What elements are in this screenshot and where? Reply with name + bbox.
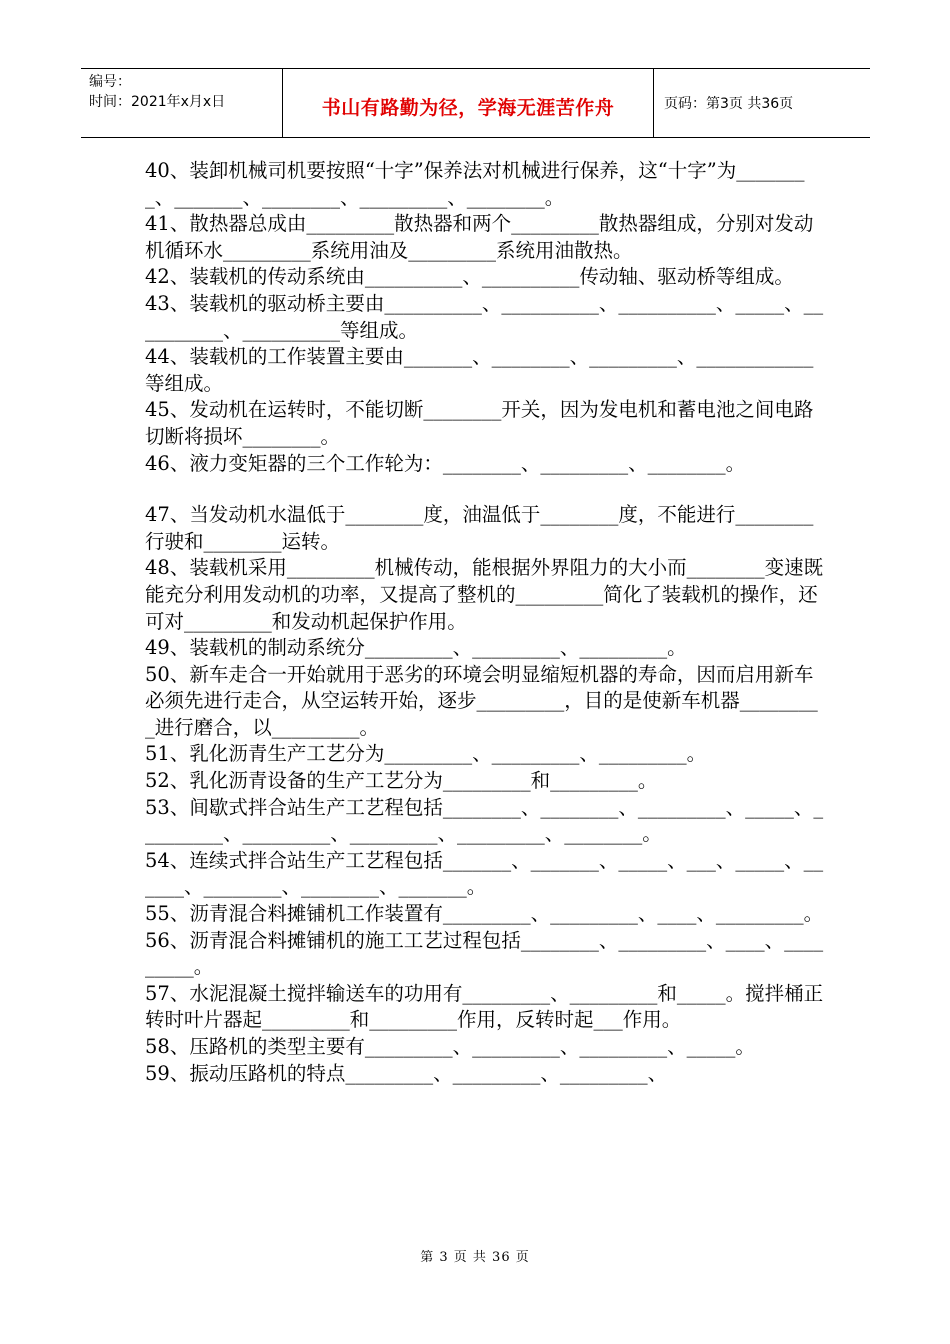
header-info-cell — [81, 69, 283, 137]
question-55: 55、沥青混合料摊铺机工作装置有_________、_________、____、_________。 — [145, 902, 824, 926]
question-43: 43、装载机的驱动桥主要由__________、__________、__________、_____、__________、__________等组成。 — [145, 291, 824, 342]
question-46: 46、液力变矩器的三个工作轮为：________、_________、________。 — [145, 451, 746, 475]
question-57: 57、水泥混凝土搅拌输送车的功用有_________、_________和_____。搅拌桶正转时叶片器起_________和_________作用，反转时起___作用。 — [145, 981, 824, 1032]
page-header — [81, 68, 870, 138]
page-footer: 第 3 页 共 36 页 — [420, 1250, 530, 1265]
question-42: 42、装载机的传动系统由__________、__________传动轴、驱动桥等组成。 — [145, 265, 794, 289]
header-page-cell — [654, 69, 870, 137]
question-40: 40、装卸机械司机要按照“十字”保养法对机械进行保养，这“十字”为________、_______、________、_________、________。 — [145, 159, 805, 209]
header-motto-cell — [283, 69, 654, 137]
question-48: 48、装载机采用_________机械传动，能根据外界阻力的大小而________变速既能充分利用发动机的功率，又提高了整机的_________简化了装载机的操作，还可对_________和发动机起保护作用。 — [145, 556, 824, 633]
question-49: 49、装载机的制动系统分_________、_________、_________。 — [145, 636, 687, 660]
question-list — [145, 158, 825, 1087]
header-page-info: 页码：第3页 共36页 — [664, 96, 794, 112]
header-motto: 书山有路勤为径，学海无涯苦作舟 — [321, 97, 615, 119]
question-52: 52、乳化沥青设备的生产工艺分为_________和_________。 — [145, 769, 658, 793]
question-45: 45、发动机在运转时，不能切断________开关，因为发电机和蓄电池之间电路切断将损坏________。 — [145, 398, 814, 448]
document-number-label: 编号： — [89, 74, 131, 90]
document-date: 时间：2021年x月x日 — [89, 94, 226, 110]
question-58: 58、压路机的类型主要有_________、_________、_________、_____。 — [145, 1035, 755, 1058]
question-47: 47、当发动机水温低于________度，油温低于________度，不能进行________行驶和________运转。 — [145, 503, 814, 553]
question-56: 56、沥青混合料摊铺机的施工工艺过程包括________、_________、____、_________。 — [145, 928, 824, 979]
question-44: 44、装载机的工作装置主要由_______、________、_________、____________等组成。 — [145, 345, 814, 395]
question-59: 59、振动压路机的特点_________、_________、_________、 — [145, 1061, 668, 1085]
question-54: 54、连续式拌合站生产工艺程包括_______、_______、_____、___、_____、______、________、________、_______。 — [145, 848, 824, 899]
question-51: 51、乳化沥青生产工艺分为_________、_________、_________。 — [145, 742, 707, 766]
paragraph-spacer — [145, 477, 825, 502]
question-41: 41、散热器总成由_________散热器和两个_________散热器组成，分别对发动机循环水_________系统用油及_________系统用油散热。 — [145, 212, 814, 262]
question-53: 53、间歇式拌合站生产工艺程包括________、________、_________、_____、_________、_________、_________、_________、________。 — [145, 795, 824, 846]
question-50: 50、新车走合一开始就用于恶劣的环境会明显缩短机器的寿命，因而启用新车必须先进行走合，从空运转开始，逐步_________，目的是使新车机器_________进行磨合，以_________。 — [145, 662, 818, 739]
